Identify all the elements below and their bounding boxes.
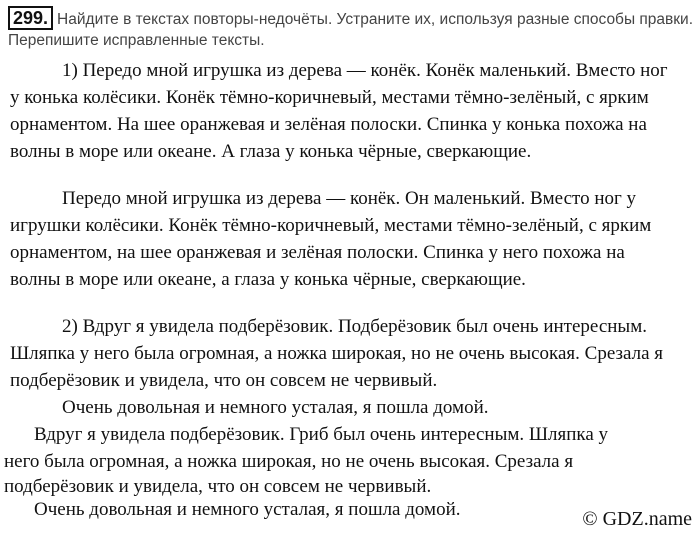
text-line: у конька колёсики. Конёк тёмно-коричневый, местами тёмно-зелёный, с ярким <box>10 87 649 108</box>
text-line: волны в море или океане. А глаза у конька чёрные, сверкающие. <box>10 141 532 162</box>
text-line: орнаментом. На шее оранжевая и зелёная полоски. Спинка у конька похожа на <box>10 114 647 135</box>
text-line: 2) Вдруг я увидела подберёзовик. Подберёзовик был очень интересным. <box>62 316 647 337</box>
text-line: волны в море или океане, а глаза у конька чёрные, сверкающие. <box>10 269 526 290</box>
text-line: игрушки колёсики. Конёк тёмно-коричневый, местами тёмно-зелёный, с ярким <box>10 215 652 236</box>
text-line: орнаментом, на шее оранжевая и зелёная полоски. Спинка у него похожа на <box>10 242 625 263</box>
text-line: Вдруг я увидела подберёзовик. Гриб был очень интересным. Шляпка у <box>34 424 609 445</box>
task-instruction: Найдите в текстах повторы-недочёты. Устраните их, используя разные способы правки. Перепишите исправленные тексты. <box>8 11 694 49</box>
text-line: Очень довольная и немного усталая, я пошла домой. <box>62 397 489 418</box>
exercise-number: 299. <box>8 6 53 30</box>
text-line: Очень довольная и немного усталая, я пошла домой. <box>34 499 461 520</box>
text-line: Шляпка у него была огромная, а ножка широкая, но не очень высокая. Срезала я <box>10 343 664 364</box>
text-line: Передо мной игрушка из дерева — конёк. Он маленький. Вместо ног у <box>62 188 637 209</box>
text-line: 1) Передо мной игрушка из дерева — конёк. Конёк маленький. Вместо ног <box>62 60 668 81</box>
text-line: подберёзовик и увидела, что он совсем не червивый. <box>4 476 432 497</box>
text-line: подберёзовик и увидела, что он совсем не червивый. <box>10 370 438 391</box>
text-line: него была огромная, а ножка широкая, но не очень высокая. Срезала я <box>4 451 574 472</box>
copyright-footer: © GDZ.name <box>582 508 692 530</box>
